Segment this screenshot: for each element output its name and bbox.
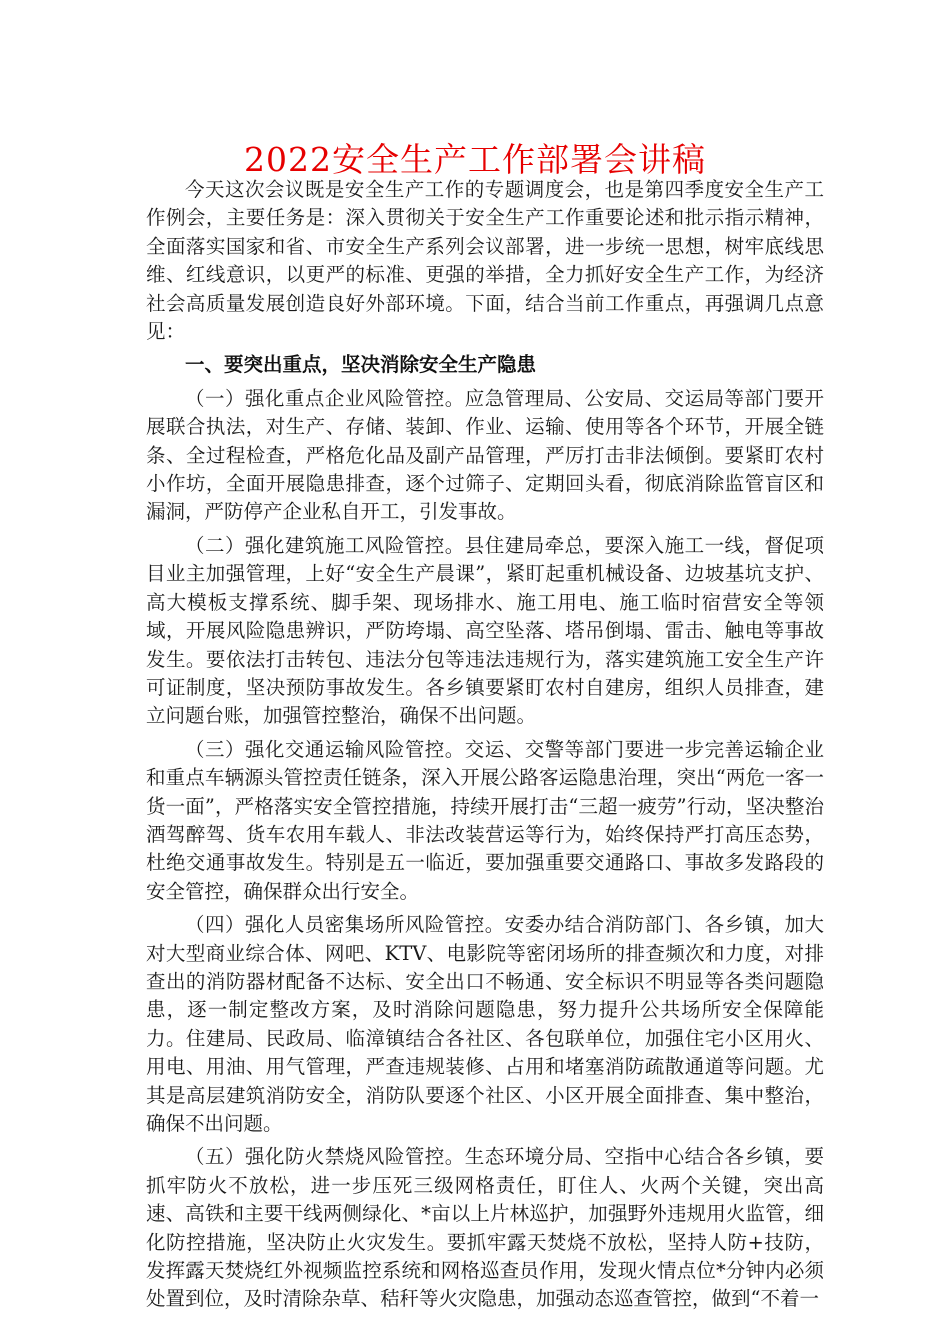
intro-paragraph: 今天这次会议既是安全生产工作的专题调度会，也是第四季度安全生产工作例会，主要任务是：深入贯彻关于安全生产工作重要论述和批示指示精神，全面落实国家和省、市安全生产系列会议部署，进一步统一思想，树牢底线思维、红线意识，以更严的标准、更强的举措，全力抓好安全生产工作，为经济社会高质量发展创造良好外部环境。下面，结合当前工作重点，再强调几点意见： bbox=[146, 178, 824, 344]
document-title: 2022安全生产工作部署会讲稿 bbox=[244, 140, 706, 179]
paragraph-1: （一）强化重点企业风险管控。应急管理局、公安局、交运局等部门要开展联合执法，对生产、存储、装卸、作业、运输、使用等各个环节，开展全链条、全过程检查，严格危化品及副产品管理，严厉打击非法倾倒。要紧盯农村小作坊，全面开展隐患排查，逐个过筛子、定期回头看，彻底消除监管盲区和漏洞，严防停产企业私自开工，引发事故。 bbox=[146, 386, 824, 524]
paragraph-2: （二）强化建筑施工风险管控。县住建局牵总，要深入施工一线，督促项目业主加强管理，上好“安全生产晨课”，紧盯起重机械设备、边坡基坑支护、高大模板支撑系统、脚手架、现场排水、施工用电、施工临时宿营安全等领域，开展风险隐患辨识，严防垮塌、高空坠落、塔吊倒塌、雷击、触电等事故发生。要依法打击转包、违法分包等违法违规行为，落实建筑施工安全生产许可证制度，坚决预防事故发生。各乡镇要紧盯农村自建房，组织人员排查，建立问题台账，加强管控整治，确保不出问题。 bbox=[146, 533, 824, 728]
section-heading: 一、要突出重点，坚决消除安全生产隐患 bbox=[185, 353, 537, 377]
paragraph-5: （五）强化防火禁烧风险管控。生态环境分局、空指中心结合各乡镇，要抓牢防火不放松，进一步压死三级网格责任，盯住人、火两个关键，突出高速、高铁和主要干线两侧绿化、*亩以上片林巡护，加强野外违规用火监管，细化防控措施，坚决防止火灾发生。要抓牢露天焚烧不放松，坚持人防+技防，发挥露天焚烧红外视频监控系统和网格巡查员作用，发现火情点位*分钟内必须处置到位，及时清除杂草、秸秆等火灾隐患，加强动态巡查管控，做到“不着一 bbox=[146, 1145, 824, 1311]
paragraph-3: （三）强化交通运输风险管控。交运、交警等部门要进一步完善运输企业和重点车辆源头管控责任链条，深入开展公路客运隐患治理，突出“两危一客一货一面”，严格落实安全管控措施，持续开展打击“三超一疲劳”行动，坚决整治酒驾醉驾、货车农用车载人、非法改装营运等行为，始终保持严打高压态势，杜绝交通事故发生。特别是五一临近，要加强重要交通路口、事故多发路段的安全管控，确保群众出行安全。 bbox=[146, 737, 824, 903]
paragraph-4: （四）强化人员密集场所风险管控。安委办结合消防部门、各乡镇，加大对大型商业综合体、网吧、KTV、电影院等密闭场所的排查频次和力度，对排查出的消防器材配备不达标、安全出口不畅通、安全标识不明显等各类问题隐患，逐一制定整改方案，及时消除问题隐患，努力提升公共场所安全保障能力。住建局、民政局、临漳镇结合各社区、各包联单位，加强住宅小区用火、用电、用油、用气管理，严查违规装修、占用和堵塞消防疏散通道等问题。尤其是高层建筑消防安全，消防队要逐个社区、小区开展全面排查、集中整治，确保不出问题。 bbox=[146, 913, 824, 1135]
document-body bbox=[146, 176, 824, 1319]
